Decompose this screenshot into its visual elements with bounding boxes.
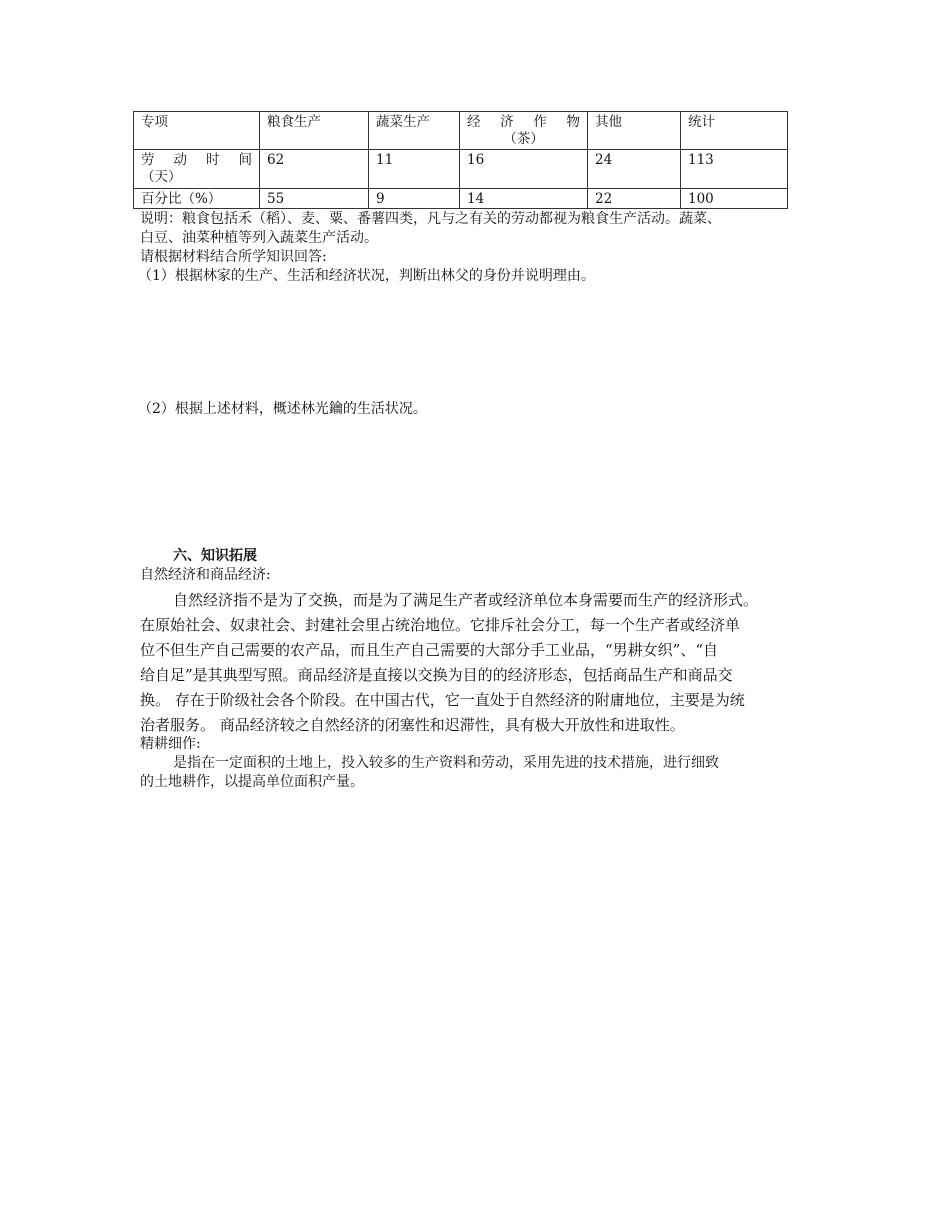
label-char: 物 — [566, 114, 580, 130]
label-char: 作 — [533, 114, 547, 130]
subsection-title: 精耕细作: — [140, 736, 201, 752]
paragraph-line: 换。 存在于阶级社会各个阶段。在中国古代，它一直处于自然经济的附庸地位，主要是为统 — [140, 691, 745, 709]
table-cell: 113 — [681, 150, 788, 189]
paragraph-line: 治者服务。 商品经济较之自然经济的闭塞性和迟滞性，具有极大开放性和进取性。 — [140, 716, 685, 734]
row-label-percent: 百分比（%） — [134, 189, 260, 209]
table-cell: 11 — [369, 150, 460, 189]
table-cell: 24 — [588, 150, 681, 189]
table-cell: 22 — [588, 189, 681, 209]
label-char: 劳 — [141, 152, 155, 168]
labor-label — [141, 152, 252, 169]
table-row-labor — [134, 150, 788, 189]
row-label-labor — [134, 150, 260, 189]
section-title: 六、知识拓展 — [173, 548, 257, 564]
labor-label-unit: （天） — [141, 169, 182, 185]
header-cell: 统计 — [681, 112, 788, 150]
table-note-line: 说明：粮食包括禾（稻）、麦、粟、番薯四类，凡与之有关的劳动都视为粮食生产活动。蔬菜、 — [140, 211, 721, 227]
paragraph-line: 是指在一定面积的土地上，投入较多的生产资料和劳动，采用先进的技术措施，进行细致 — [173, 755, 719, 771]
table-cell: 9 — [369, 189, 460, 209]
table-header-row — [134, 112, 788, 150]
cash-crop-label — [467, 114, 580, 131]
table-cell: 14 — [460, 189, 588, 209]
label-char: 间 — [238, 152, 252, 168]
header-cell: 专项 — [134, 112, 260, 150]
table-cell: 62 — [260, 150, 369, 189]
table-row-percent — [134, 189, 788, 209]
question-1: （1）根据林家的生产、生活和经济状况，判断出林父的身份并说明理由。 — [138, 268, 595, 284]
subsection-title: 自然经济和商品经济: — [140, 567, 271, 583]
header-cell: 蔬菜生产 — [369, 112, 460, 150]
table-cell: 16 — [460, 150, 588, 189]
header-cell: 其他 — [588, 112, 681, 150]
paragraph-line: 在原始社会、奴隶社会、封建社会里占统治地位。它排斥社会分工，每一个生产者或经济单 — [140, 616, 741, 634]
question-2: （2）根据上述材料，概述林光鑰的生活状况。 — [138, 401, 427, 417]
instruction-line: 请根据材料结合所学知识回答: — [140, 249, 327, 265]
table-cell: 100 — [681, 189, 788, 209]
paragraph-line: 位不但生产自己需要的农产品，而且生产自己需要的大部分手工业品，“男耕女织”、“自 — [140, 641, 719, 659]
label-char: 动 — [173, 152, 187, 168]
cash-crop-sub: （茶） — [503, 131, 544, 147]
label-char: 时 — [206, 152, 220, 168]
header-cell-cash-crop — [460, 112, 588, 150]
labor-statistics-table — [133, 111, 788, 209]
header-cell: 粮食生产 — [260, 112, 369, 150]
table-note-line: 白豆、油菜种植等列入蔬菜生产活动。 — [140, 230, 378, 246]
paragraph-line: 的土地耕作，以提高单位面积产量。 — [140, 774, 364, 790]
label-char: 经 — [467, 114, 481, 130]
paragraph-line: 自然经济指不是为了交换，而是为了满足生产者或经济单位本身需要而生产的经济形式。 — [173, 591, 759, 609]
paragraph-line: 给自足”是其典型写照。商品经济是直接以交换为目的的经济形态，包括商品生产和商品交 — [140, 666, 733, 684]
table-cell: 55 — [260, 189, 369, 209]
label-char: 济 — [500, 114, 514, 130]
